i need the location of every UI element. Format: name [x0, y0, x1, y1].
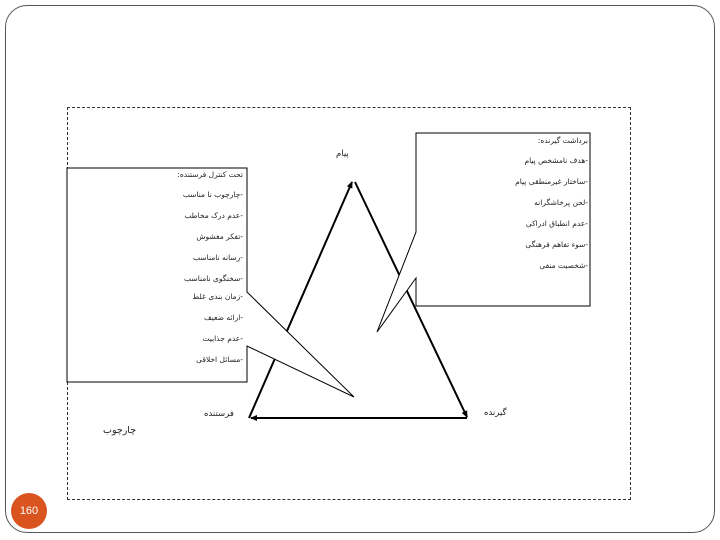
sender-item: -رسانه نامناسب: [193, 253, 243, 262]
receiver-label: گیرنده: [484, 408, 507, 418]
receiver-item: -لحن پرخاشگرانه: [534, 198, 588, 207]
sender-item: -سخنگوی نامناسب: [184, 274, 243, 283]
sender-item: -زمان بندی غلط: [192, 292, 243, 301]
sender-box-title: تحت کنترل فرستنده:: [177, 170, 243, 179]
sender-item: -ارائه ضعیف: [203, 313, 243, 322]
sender-item: -عدم جذابیت: [202, 334, 243, 343]
sender-item: -مسائل اخلاقی: [196, 355, 243, 364]
frame-label: چارچوب: [103, 425, 137, 436]
sender-label: فرستنده: [204, 409, 234, 419]
receiver-item: -ساختار غیرمنطقی پیام: [515, 177, 588, 186]
page-number-badge: 160: [11, 493, 47, 529]
receiver-box-title: برداشت گیرنده:: [537, 136, 588, 145]
sender-item: -تفکر مغشوش: [196, 232, 243, 241]
receiver-factors: [418, 136, 588, 271]
message-label: پیام: [336, 149, 349, 159]
receiver-item: -هدف نامشخص پیام: [524, 156, 588, 165]
receiver-item: -شخصیت منفی: [539, 261, 588, 270]
receiver-item: -سوء تفاهم فرهنگی: [525, 240, 588, 249]
receiver-item: -عدم انطباق ادراکی: [525, 219, 588, 228]
sender-factors: [70, 170, 243, 365]
sender-item: -عدم درک مخاطب: [184, 211, 243, 220]
sender-item: -چارچوب نا مناسب: [182, 190, 243, 199]
